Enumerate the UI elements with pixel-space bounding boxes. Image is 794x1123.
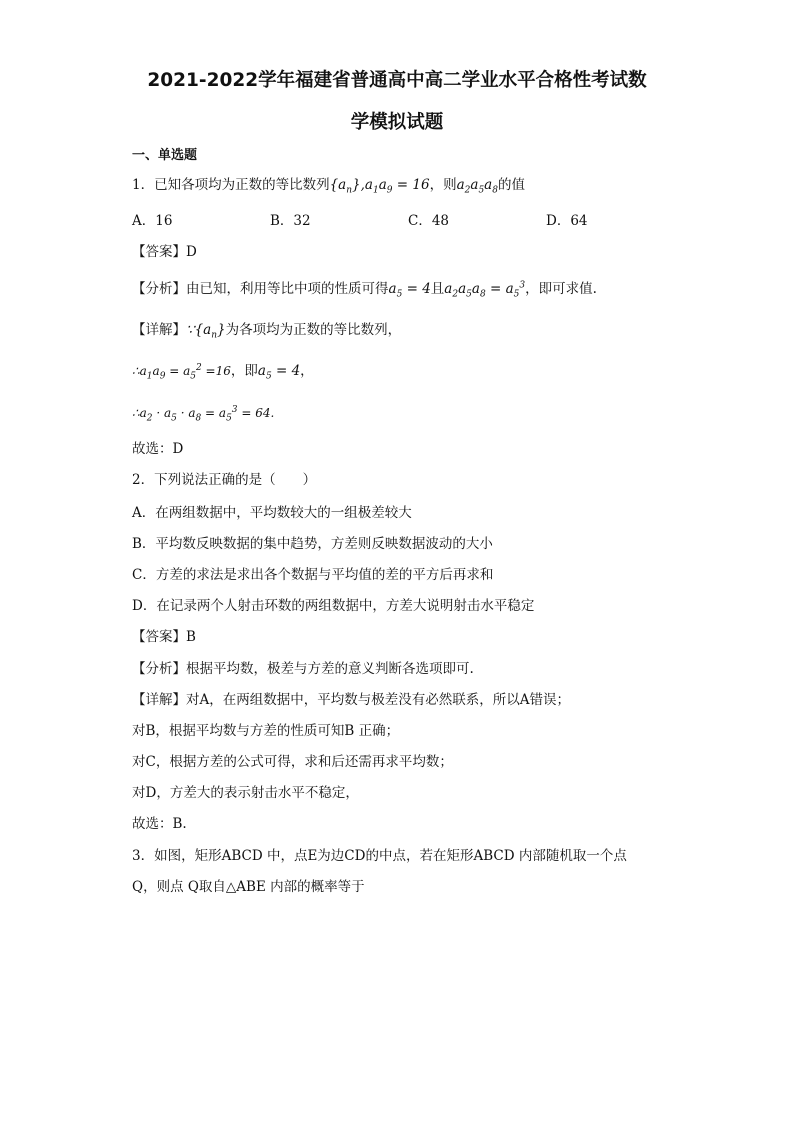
section-heading: 一、单选题 — [132, 148, 198, 163]
q3-stem-line2: Q，则点 Q取自△ABE 内部的概率等于 — [132, 879, 365, 895]
q1-stem: 1．已知各项均为正数的等比数列$\{a_n\},a_1a_9 = 16$，则$a_2a_5a_8$的值 — [132, 177, 525, 196]
q1-analysis: 【分析】由已知，利用等比中项的性质可得$a_5 = 4$且$a_2a_5a_8 = a_5^3$，即可求值. — [132, 280, 597, 300]
q2-answer: 【答案】B — [132, 629, 196, 645]
q2-detail-line-d: 对D，方差大的表示射击水平不稳定， — [132, 785, 359, 801]
q1-detail: 【详解】$\because\{a_n\}$为各项均为正数的等比数列， — [132, 322, 402, 341]
q1-conclusion: 故选：D — [132, 441, 184, 457]
q1-option-b: B．32 — [270, 213, 311, 229]
q1-option-a: A．16 — [132, 213, 173, 229]
q1-option-d: D．64 — [546, 213, 588, 229]
page-title-line2: 学模拟试题 — [350, 112, 444, 133]
q1-product-formula: $a_2a_5a_8$ — [456, 177, 498, 196]
q1-sequence-formula: $\{a_n\},a_1a_9 = 16$ — [329, 177, 430, 196]
q2-detail-line-b: 对B，根据平均数与方差的性质可知B 正确； — [132, 723, 400, 739]
q1-detail-line3: $\therefore a_2 \cdot a_5 \cdot a_8 = a_5^3 = 64$. — [132, 405, 275, 424]
q1-option-c: C．48 — [408, 213, 450, 229]
q2-analysis: 【分析】根据平均数，极差与方差的意义判断各选项即可. — [132, 661, 474, 677]
q1-detail-line2: $\therefore a_1a_9 = a_5^2 =16$，即$a_5 = 4$， — [132, 363, 314, 382]
q2-option-d: D．在记录两个人射击环数的两组数据中，方差大说明射击水平稳定 — [132, 598, 535, 614]
page-title-line1: 2021-2022学年福建省普通高中高二学业水平合格性考试数 — [147, 70, 647, 91]
q3-stem-line1: 3．如图，矩形ABCD 中，点E为边CD的中点，若在矩形ABCD 内部随机取一个点 — [132, 848, 627, 864]
q1-answer: 【答案】D — [132, 244, 197, 260]
q2-option-a: A．在两组数据中，平均数较大的一组极差较大 — [132, 505, 412, 521]
q2-option-b: B．平均数反映数据的集中趋势，方差则反映数据波动的大小 — [132, 536, 493, 552]
q2-detail-line-c: 对C，根据方差的公式可得，求和后还需再求平均数； — [132, 754, 453, 770]
q2-stem: 2．下列说法正确的是（ ） — [132, 472, 317, 488]
q2-detail: 【详解】对A，在两组数据中，平均数与极差没有必然联系，所以A错误； — [132, 692, 570, 708]
q2-option-c: C．方差的求法是求出各个数据与平均值的差的平方后再求和 — [132, 567, 494, 583]
q2-conclusion: 故选：B. — [132, 816, 187, 832]
